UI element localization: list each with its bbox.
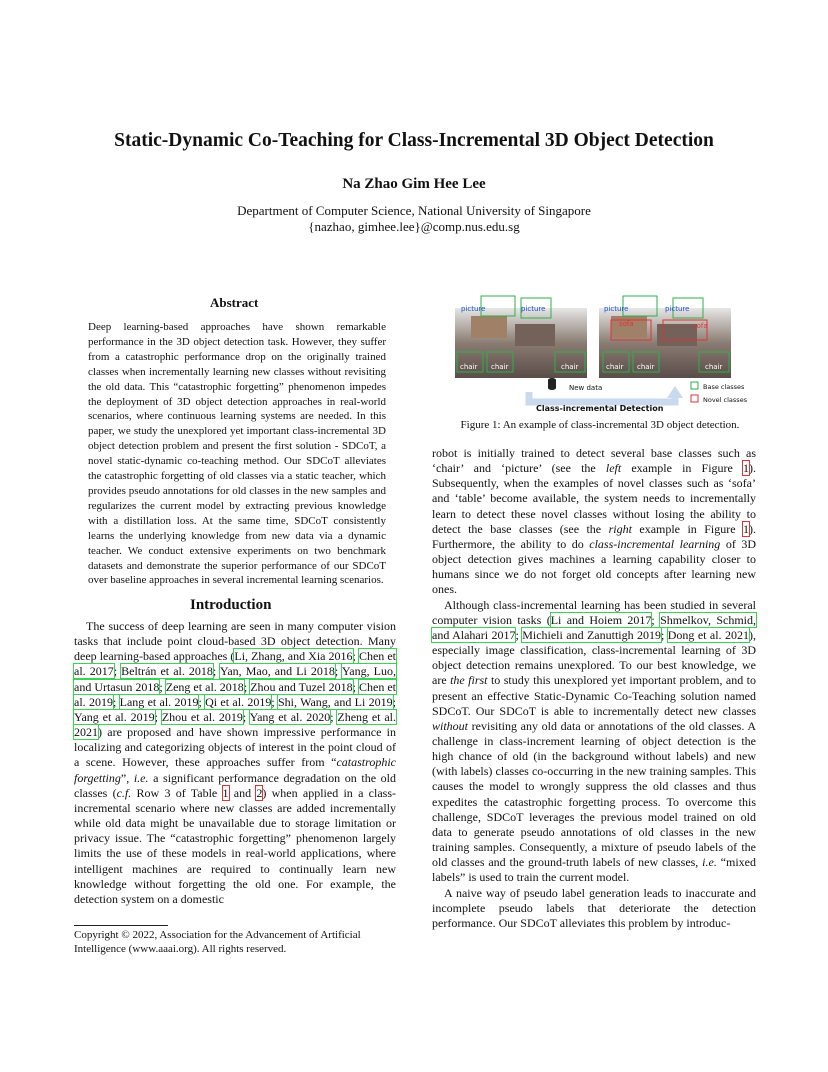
copyright-footnote: Copyright © 2022, Association for the Advancement of Artificial Intelligence (www.aaai.org). All rights reserved. (74, 929, 361, 955)
text-span: a significant performance degradation on the old classes ( (74, 770, 396, 800)
arrow-head (667, 386, 683, 398)
table-1-link[interactable]: 1 (222, 785, 229, 800)
new-data-label: New data (569, 384, 603, 392)
text-span: example in Figure (621, 461, 743, 476)
legend-base: Base classes (703, 383, 745, 391)
emph-text: left (605, 461, 622, 476)
emph-text: right (608, 521, 632, 536)
citation-link[interactable]: Shi, Wang, and Li 2019 (277, 694, 393, 709)
citation-separator: ; (352, 679, 359, 694)
citation-link[interactable]: Zeng et al. 2018 (165, 679, 244, 694)
citation-link[interactable]: Michieli and Zanuttigh 2019 (522, 627, 662, 642)
text-span: and (228, 785, 257, 800)
label-picture: picture (521, 305, 546, 313)
citation-link[interactable]: Yang et al. 2019 (74, 709, 155, 724)
introduction-heading: Introduction (190, 597, 272, 613)
citation-separator: ; (243, 679, 251, 694)
abstract-text: Deep learning-based approaches have shown remarkable performance in the 3D object detection task. However, they suffer from a catastrophic performance drop on the originally trained classes when incrementally learning new classes without revisiting the old data. This “catastrophic forgetting” phenomenon impedes the deployment of 3D object detection approaches in real-world scenarios, where continuous learning systems are needed. In this paper, we study the unexplored yet important class-incremental 3D object detection problem and present the first solution - SDCoT, a novel static-dynamic co-teaching method. Our SDCoT alleviates the catastrophic forgetting of old classes via a static teacher, which provides pseudo annotations for old classes in the new samples and regularizes the current model by extracting previous knowledge with a distillation loss. At the same time, SDCoT consistently learns the underlying knowledge from new data via a dynamic teacher. We conduct extensive experiments on two benchmark datasets and demonstrate the superior performance of our SDCoT over baseline approaches in several incremental learning scenarios. (88, 321, 386, 587)
text-span: example in Figure (631, 521, 743, 536)
citation-link[interactable]: Yan, Mao, and Li 2018 (219, 664, 335, 679)
database-icon (548, 378, 556, 390)
citation-separator: ; (242, 709, 250, 724)
paper-title: Static-Dynamic Co-Teaching for Class-Incremental 3D Object Detection (114, 130, 714, 151)
intro-paragraph-1 (74, 619, 396, 907)
citation-link[interactable]: Chen et al. 2019 (74, 679, 397, 709)
citation-link[interactable]: Dong et al. 2021 (667, 627, 749, 642)
table-2-link[interactable]: 2 (256, 785, 263, 800)
emph-text: without (432, 718, 469, 733)
citation-separator: ; (154, 709, 162, 724)
citation-separator: ; (271, 694, 278, 709)
svg-text:chair: chair (606, 363, 624, 371)
citation-separator: ; (112, 694, 120, 709)
citation-separator: ; (113, 664, 122, 679)
text-span: ) are proposed and have shown impressive performance in localizing and categorizing objects of interest in the point cloud of a scene. However, these approaches suffer from “ (74, 725, 396, 770)
citation-separator: ; (212, 664, 220, 679)
text-span: ) when applied in a class-incremental scenario where new classes are added incrementally while old data might be unavailable due to storage limitation or privacy issue. The “catastrophic forgetting” phenomenon largely limits the use of these models in real-world applications, where intelligent machines are required to continually learn new knowledge without forgetting the old one. For example, the detection system on a domestic (74, 785, 396, 906)
svg-text:chair: chair (637, 363, 655, 371)
citation-link[interactable]: Shmelkov, Schmid, and Alahari 2017 (432, 612, 756, 642)
label-chair: chair (460, 363, 478, 371)
svg-text:chair: chair (705, 363, 723, 371)
citation-separator: ; (661, 627, 668, 642)
citation-separator: ; (352, 649, 359, 664)
text-span: robot is initially trained to detect several base classes such as ‘chair’ and ‘picture’ (see the (432, 446, 756, 476)
process-arrow (529, 392, 675, 402)
arxiv-stamp (12, 290, 68, 770)
citation-separator: ; (651, 612, 661, 627)
text-span: “mixed labels” is used to train the current model. (432, 855, 756, 885)
svg-text:picture: picture (604, 305, 629, 313)
text-span: ). Furthermore, the ability to do (432, 521, 756, 551)
citation-link[interactable]: Zhou et al. 2019 (161, 709, 243, 724)
affiliation: Department of Computer Science, National University of Singapore (237, 203, 591, 218)
svg-text:sofa: sofa (619, 320, 634, 328)
emph-text: the first (450, 673, 488, 688)
emph-text: i.e. (133, 770, 149, 785)
intro-left-column (74, 619, 396, 907)
citation-link[interactable]: Lang et al. 2019 (119, 694, 199, 709)
citation-separator: ; (198, 694, 206, 709)
abstract-heading: Abstract (210, 295, 259, 310)
citation-link[interactable]: Li and Hoiem 2017 (550, 612, 652, 627)
emails: {nazhao, gimhee.lee}@comp.nus.edu.sg (308, 219, 520, 234)
right-paragraph-2 (432, 598, 756, 886)
affiliation-block (0, 203, 828, 235)
citation-link[interactable]: Qi et al. 2019 (205, 694, 272, 709)
text-span: The success of deep learning are seen in many computer vision tasks that include point cloud-based 3D object detection. Many deep learning-based approaches ( (74, 619, 396, 664)
text-span: revisiting any old data or annotations of the old classes. A challenge in class-increment learning of object detection is the high chance of old (in the background without labels) and new (with labels) classes co-occurring in the new training samples. This causes the model to wrongly suppress the old classes and thus expedites the catastrophic forgetting process. To overcome this challenge, SDCoT leverages the previous model trained on old data to generate pseudo annotations of old classes in the new training samples. Consequently, a mixture of pseudo labels of the old classes and the ground-truth labels of new classes, (432, 718, 756, 870)
base-legend-icon (691, 382, 698, 389)
text-span: ”, (120, 770, 134, 785)
figure-1-link[interactable]: 1 (743, 521, 749, 536)
citation-link[interactable]: Li, Zhang, and Xia 2016 (234, 649, 353, 664)
process-label: Class-incremental Detection (536, 404, 664, 413)
figure-caption: Figure 1: An example of class-incremental 3D object detection. (460, 419, 740, 431)
citation-link[interactable]: Beltrán et al. 2018 (121, 664, 213, 679)
citation-link[interactable]: Zheng et al. 2021 (74, 709, 396, 740)
svg-text:sofa: sofa (693, 322, 708, 330)
citation-separator: ; (515, 627, 523, 642)
emph-text: i.e. (702, 855, 717, 870)
emph-text: catastrophic forgetting (74, 755, 396, 785)
citation-link[interactable]: Zhou and Tuzel 2018 (250, 679, 353, 694)
legend-novel: Novel classes (703, 396, 748, 404)
citation-separator: ; (159, 679, 166, 694)
label-chair: chair (491, 363, 509, 371)
intro-right-column (432, 446, 756, 931)
text-span: ). Subsequently, when the examples of novel classes such as ‘sofa’ and ‘table’ become available, the system needs to incrementally learn to detect these novel classes without losing the ability to detect the base classes (see the (432, 461, 756, 536)
emph-text: class-incremental learning (589, 536, 721, 551)
citation-separator: ; (334, 664, 342, 679)
citation-link[interactable]: Chen et al. 2017 (74, 649, 396, 679)
footnote-rule (74, 925, 168, 926)
text-span: to study this unexplored yet important problem, and to present an effective Static-Dynamic Co-Teaching solution named SDCoT. Our SDCoT is able to incrementally detect new classes (432, 673, 756, 718)
novel-legend-icon (691, 395, 698, 402)
citation-separator: ; (392, 694, 396, 709)
svg-text:picture: picture (665, 305, 690, 313)
emph-text: c.f. (116, 785, 132, 800)
figure-1-link[interactable]: 1 (743, 461, 749, 476)
citation-link[interactable]: Yang, Luo, and Urtasun 2018 (74, 664, 397, 694)
figure-1 (451, 294, 751, 418)
text-span: ), especially image classification, class-incremental learning of 3D object detection remains unexplored. To our best knowledge, we are (432, 627, 756, 688)
citation-link[interactable]: Yang et al. 2020 (249, 709, 331, 724)
label-chair: chair (561, 363, 579, 371)
text-span: of 3D object detection gives machines a learning capability closer to humans since we do not forget old concepts after learning new ones. (432, 536, 757, 597)
authors: Na Zhao Gim Hee Lee (342, 176, 486, 192)
text-span: Although class-incremental learning has been studied in several computer vision tasks ( (432, 597, 756, 627)
citation-separator: ; (330, 709, 338, 724)
right-paragraph-3: A naive way of pseudo label generation leads to inaccurate and incomplete pseudo labels that deteriorate the detection performance. Our SDCoT alleviates this problem by introduc- (432, 885, 756, 930)
label-picture: picture (461, 305, 486, 313)
text-span: Row 3 of Table (131, 785, 223, 800)
right-paragraph-1 (432, 446, 756, 598)
